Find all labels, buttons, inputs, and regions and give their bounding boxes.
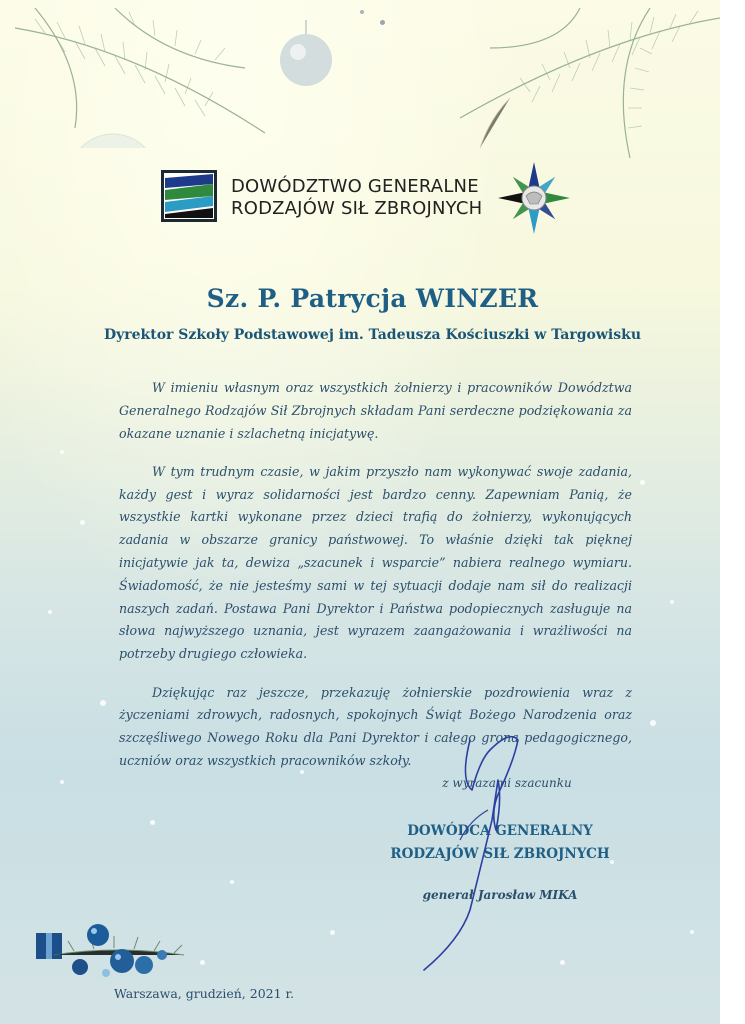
recipient-position: Dyrektor Szkoły Podstawowej im. Tadeusza Kościuszki w Targowisku [103,327,641,343]
org-name-line2: RODZAJÓW SIŁ ZBROJNYCH [231,198,483,219]
signer-title-line2: RODZAJÓW SIŁ ZBROJNYCH [390,846,610,862]
recipient-name: Sz. P. Patrycja WINZER [206,284,539,313]
scan-margin [720,0,745,1024]
fir-branch-top-right-decoration [430,8,720,168]
christmas-ornament-decoration [34,915,199,985]
military-cross-emblem-icon [494,158,574,238]
closing-phrase: z wyrazami szacunku [442,776,572,790]
bauble-decoration [270,20,340,100]
org-name-line1: DOWÓDZTWO GENERALNE [231,176,479,197]
paragraph: Dziękując raz jeszcze, przekazuję żołnierskie pozdrowienia wraz z życzeniami zdrowych, radosnych, spokojnych Świąt Bożego Narodzenia oraz szczęśliwego Nowego Roku dla Pani Dyrektor i całego grona pedagogicznego, uczniów oraz wszystkich pracowników szkoły. [119,684,632,768]
signer-name: generał Jarosław MIKA [422,888,578,902]
organization-name [231,176,501,220]
letter-body [119,377,632,788]
paragraph: W imieniu własnym oraz wszystkich żołnierzy i pracowników Dowództwa Generalnego Rodzajów Sił Zbrojnych składam Pani serdeczne podziękowania za okazane uznanie i szlachetną inicjatywę. [119,380,632,441]
place-and-date: Warszawa, grudzień, 2021 r. [114,986,295,1001]
fir-branch-top-left-decoration [15,8,275,148]
signer-title-line1: DOWÓDCA GENERALNY [407,823,593,839]
handwritten-signature [410,720,550,980]
paragraph: W tym trudnym czasie, w jakim przyszło nam wykonywać swoje zadania, każdy gest i wyraz solidarności jest bardzo cenny. Zapewniam Panią, że wszystkie kartki wykonane przez dzieci trafią do żołnierzy, wykonujących zadania w obszarze granicy państwowej. To właśnie dzięki tak pięknej inicjatywie jak ta, dewiza „szacunek i wsparcie” nabiera realnego wymiaru. Świadomość, że nie jesteśmy sami w tej sytuacji dodaje nam sił do realizacji naszych zadań. Postawa Pani Dyrektor i Państwa podopiecznych zasługuje na słowa najwyższego uznania, jest wyrazem zaangażowania i wrażliwości na potrzeby drugiego człowieka. [119,463,632,662]
military-flag-logo-icon [161,170,217,222]
